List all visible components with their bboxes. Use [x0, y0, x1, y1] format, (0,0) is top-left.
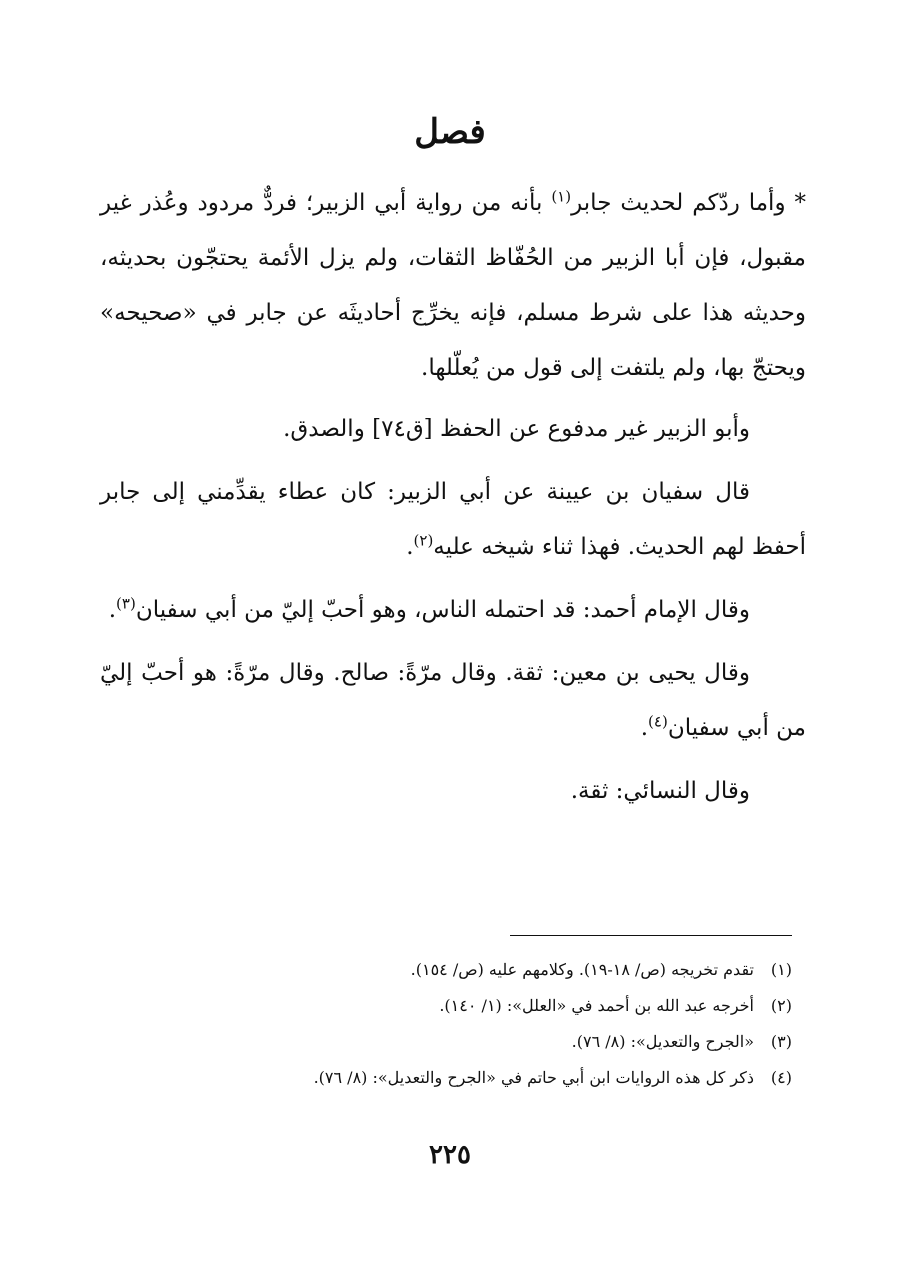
footnote-text: «الجرح والتعديل»: (٨/ ٧٦).	[571, 1032, 754, 1051]
paragraph-text: وقال الإمام أحمد: قد احتمله الناس، وهو أحبّ إليّ من أبي سفيان	[135, 597, 750, 623]
paragraph-1	[100, 176, 806, 396]
footnote-ref-4: (٤)	[648, 712, 668, 731]
section-title: فصل	[414, 112, 486, 152]
footnotes	[100, 952, 792, 1096]
footnote-number: (٢)	[770, 996, 792, 1015]
footnote-text: أخرجه عبد الله بن أحمد في «العلل»: (١/ ١٤٠).	[439, 996, 754, 1015]
main-text	[100, 176, 806, 827]
footnote-divider	[510, 935, 792, 936]
footnote-number: (١)	[770, 960, 792, 979]
footnote-ref-1: (١)	[551, 187, 572, 206]
paragraph-3	[100, 465, 806, 575]
paragraph-5	[100, 646, 806, 756]
footnote-ref-2: (٢)	[413, 531, 434, 550]
paragraph-text: * وأما ردّكم لحديث جابر	[571, 190, 806, 216]
footnote-text: تقدم تخريجه (ص/ ١٨-١٩). وكلامهم عليه (ص/ ١٥٤).	[410, 960, 754, 979]
paragraph-text: بأنه من رواية أبي الزبير؛ فردٌّ مردود وعُذر غير مقبول، فإن أبا الزبير من الحُفّاظ الثقات، ولم يزل الأئمة يحتجّون بحديثه، وحديثه هذا على شرط مسلم، فإنه يخرِّج أحاديثَه عن جابر في «صحيحه» ويحتجّ بها، ولم يلتفت إلى قول من يُعلّلها.	[100, 190, 806, 381]
paragraph-4	[100, 583, 806, 638]
paragraph-6: وقال النسائي: ثقة.	[570, 778, 750, 804]
footnote-item	[100, 952, 792, 988]
page-number: ٢٢٥	[429, 1140, 471, 1170]
footnote-ref-3: (٣)	[116, 594, 136, 613]
footnote-item	[100, 988, 792, 1024]
footnote-number: (٤)	[770, 1068, 792, 1087]
footnote-number: (٣)	[770, 1032, 792, 1051]
footnote-item	[100, 1024, 792, 1060]
paragraph-text: .	[108, 597, 117, 623]
paragraph-2: وأبو الزبير غير مدفوع عن الحفظ [ق٧٤] والصدق.	[283, 416, 750, 442]
paragraph-text: .	[640, 715, 649, 741]
footnote-item	[100, 1060, 792, 1096]
paragraph-text: قال سفيان بن عيينة عن أبي الزبير: كان عطاء يقدِّمني إلى جابر أحفظ لهم الحديث. فهذا ثناء شيخه عليه	[100, 479, 806, 560]
paragraph-text: وقال يحيى بن معين: ثقة. وقال مرّةً: صالح. وقال مرّةً: هو أحبّ إليّ من أبي سفيان	[100, 660, 806, 741]
paragraph-text: .	[406, 534, 414, 560]
footnote-text: ذكر كل هذه الروايات ابن أبي حاتم في «الجرح والتعديل»: (٨/ ٧٦).	[313, 1068, 754, 1087]
